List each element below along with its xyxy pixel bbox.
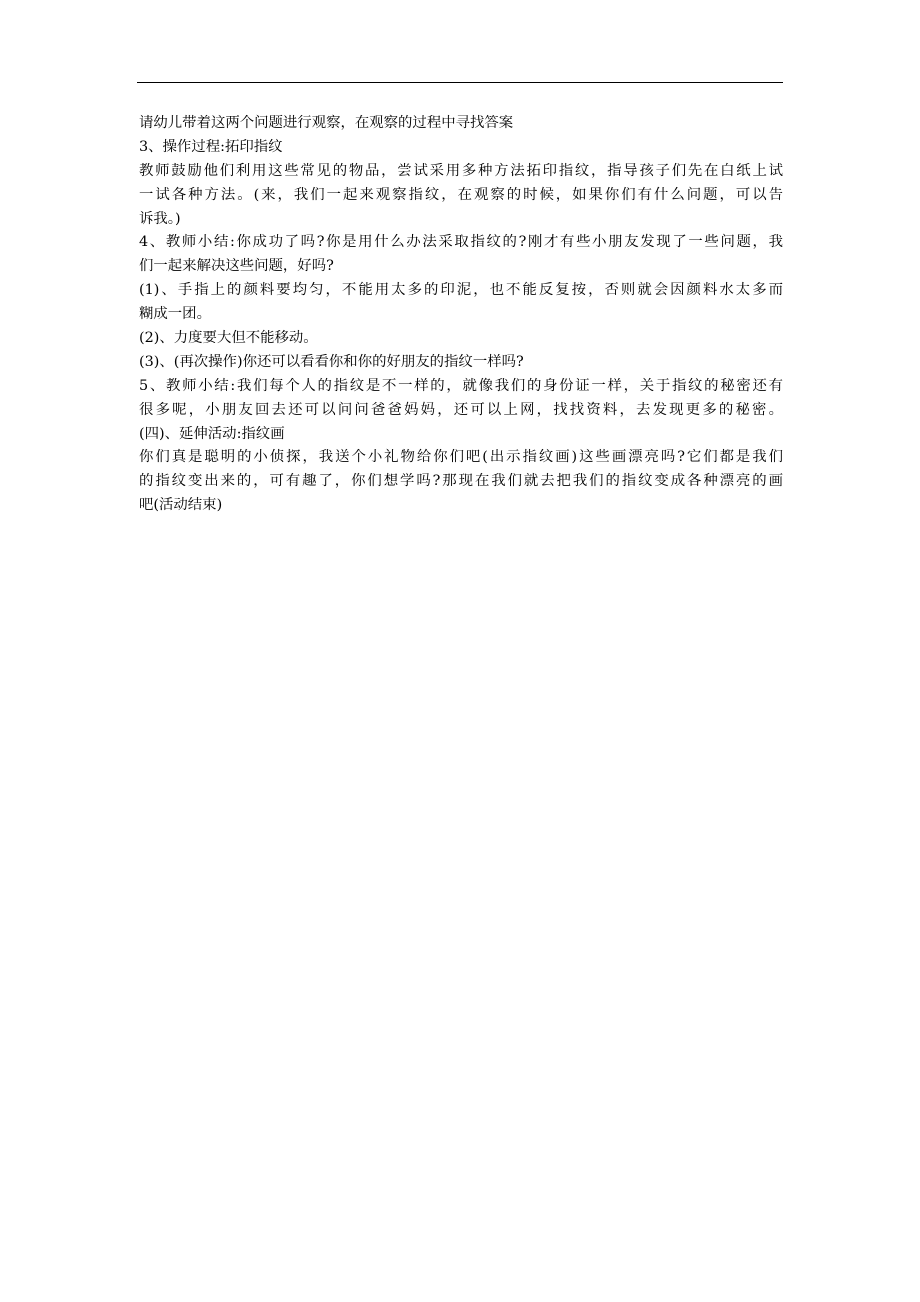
section-heading-5: 5、教师小结:我们每个人的指纹是不一样的，就像我们的身份证一样，关于指纹的秘密还有: [139, 377, 783, 394]
paragraph-line: 吧(活动结束): [139, 497, 223, 514]
paragraph-line: 教师鼓励他们利用这些常见的物品，尝试采用多种方法拓印指纹，指导孩子们先在白纸上试: [139, 162, 783, 179]
section-heading-4: 4、教师小结:你成功了吗?你是用什么办法采取指纹的?刚才有些小朋友发现了一些问题，我: [139, 234, 783, 251]
paragraph-line: 们一起来解决这些问题，好吗?: [139, 258, 334, 275]
paragraph-line: 的指纹变出来的，可有趣了，你们想学吗?那现在我们就去把我们的指纹变成各种漂亮的画: [139, 473, 783, 490]
section-heading-extension: (四)、延伸活动:指纹画: [139, 425, 285, 442]
document-body: [139, 112, 783, 518]
paragraph-line: 一试各种方法。(来，我们一起来观察指纹，在观察的时候，如果你们有什么问题，可以告: [139, 186, 783, 203]
paragraph-line: 糊成一团。: [139, 306, 211, 323]
section-heading-3: 3、操作过程:拓印指纹: [139, 138, 283, 155]
list-item-1: (1)、手指上的颜料要均匀，不能用太多的印泥，也不能反复按，否则就会因颜料水太多而: [139, 282, 783, 299]
paragraph-line: 很多呢，小朋友回去还可以问问爸爸妈妈，还可以上网，找找资料，去发现更多的秘密。: [139, 401, 783, 418]
header-rule: [137, 82, 783, 83]
list-item-3: (3)、(再次操作)你还可以看看你和你的好朋友的指纹一样吗?: [139, 353, 524, 370]
paragraph-line: 诉我。): [139, 210, 181, 227]
paragraph-line: 你们真是聪明的小侦探，我送个小礼物给你们吧(出示指纹画)这些画漂亮吗?它们都是我们: [139, 449, 783, 466]
list-item-2: (2)、力度要大但不能移动。: [139, 330, 318, 347]
paragraph-line: 请幼儿带着这两个问题进行观察，在观察的过程中寻找答案: [139, 115, 514, 131]
